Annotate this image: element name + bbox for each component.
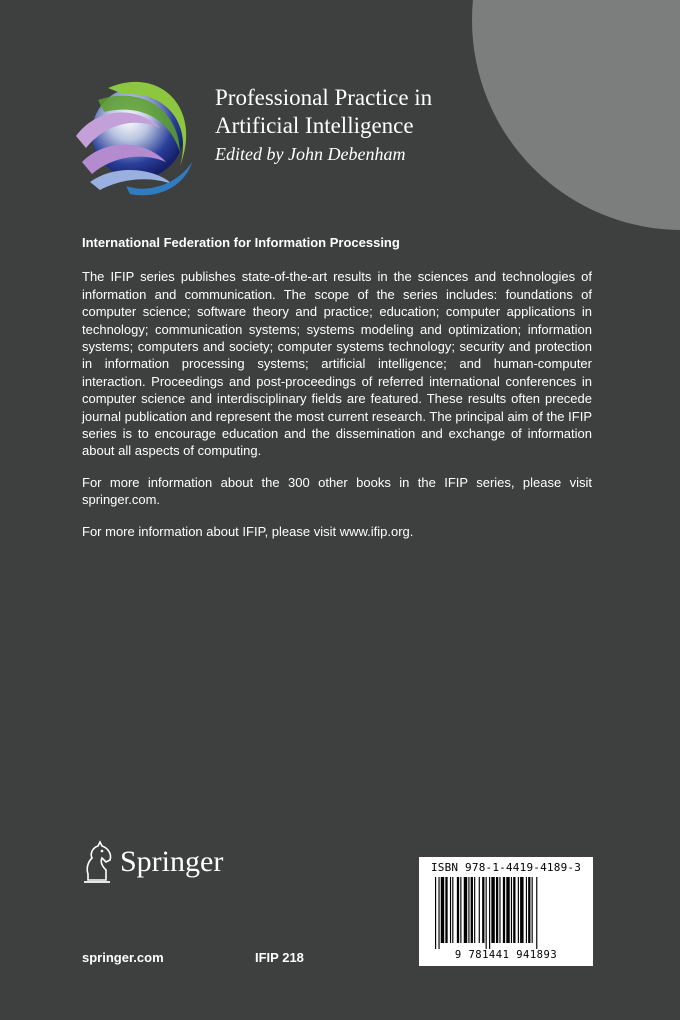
series-description: The IFIP series publishes state-of-the-art results in the sciences and technologies of information and communication. The scope of the series includes: foundations of computer science; software theory and practice; education; computer applications in technology; communication systems; systems modeling and optimization; information systems; computers and society; computer systems technology; security and protection in information processing systems; artificial intelligence; and human-computer interaction. Proceedings and post-proceedings of referred international conferences in computer science and interdisciplinary fields are featured. These results often precede journal publication and represent the most current research. The principal aim of the IFIP series is to encourage education and the dissemination and exchange of information about all aspects of computing. bbox=[82, 269, 592, 459]
editor-credit: Edited by John Debenham bbox=[215, 144, 406, 164]
section-heading: International Federation for Information Processing bbox=[82, 235, 400, 250]
publisher-url: springer.com bbox=[82, 950, 164, 965]
barcode-digits: 9 781441 941893 bbox=[454, 949, 558, 961]
globe-logo-icon bbox=[68, 66, 202, 200]
barcode-bars bbox=[433, 877, 581, 949]
publisher-name: Springer bbox=[120, 845, 224, 878]
title-block bbox=[215, 84, 432, 166]
barcode-bar bbox=[482, 877, 484, 943]
barcode-bar bbox=[452, 877, 453, 943]
book-title-line-2: Artificial Intelligence bbox=[215, 113, 414, 138]
springer-logo bbox=[80, 840, 223, 884]
barcode-bar bbox=[445, 877, 447, 943]
barcode-bar bbox=[486, 877, 487, 949]
barcode-bar bbox=[536, 877, 537, 949]
barcode-bar bbox=[496, 877, 498, 943]
barcode-bar bbox=[435, 877, 436, 949]
barcode-bar bbox=[489, 877, 490, 949]
ifip-info: For more information about IFIP, please visit www.ifip.org. bbox=[82, 523, 414, 539]
barcode-bar bbox=[503, 877, 505, 943]
barcode-bar bbox=[499, 877, 500, 943]
barcode-bar bbox=[460, 877, 461, 943]
barcode-bar bbox=[513, 877, 515, 943]
barcode-bar bbox=[511, 877, 512, 943]
barcode-bar bbox=[468, 877, 469, 943]
knight-icon bbox=[80, 840, 114, 884]
barcode-bar bbox=[457, 877, 459, 943]
barcode-bar bbox=[471, 877, 473, 943]
barcode-bar bbox=[464, 877, 467, 943]
barcode-bar bbox=[479, 877, 480, 943]
barcode-bar bbox=[532, 877, 533, 943]
barcode-bar bbox=[528, 877, 530, 943]
book-title-line-1: Professional Practice in bbox=[215, 85, 433, 110]
body-text bbox=[82, 234, 592, 554]
barcode-bar bbox=[526, 877, 527, 943]
barcode-bar bbox=[474, 877, 475, 943]
barcode-bar bbox=[518, 877, 519, 943]
isbn-label: ISBN 978-1-4419-4189-3 bbox=[430, 861, 582, 874]
series-number: IFIP 218 bbox=[255, 950, 304, 965]
barcode-bar bbox=[441, 877, 444, 943]
corner-decoration bbox=[472, 0, 680, 230]
barcode-bar bbox=[520, 877, 523, 943]
barcode-bar bbox=[450, 877, 451, 943]
more-books-info: For more information about the 300 other books in the IFIP series, please visit springer.com. bbox=[82, 474, 592, 508]
barcode bbox=[419, 857, 593, 966]
barcode-bar bbox=[438, 877, 439, 949]
barcode-bar bbox=[491, 877, 494, 943]
barcode-bar bbox=[506, 877, 509, 943]
